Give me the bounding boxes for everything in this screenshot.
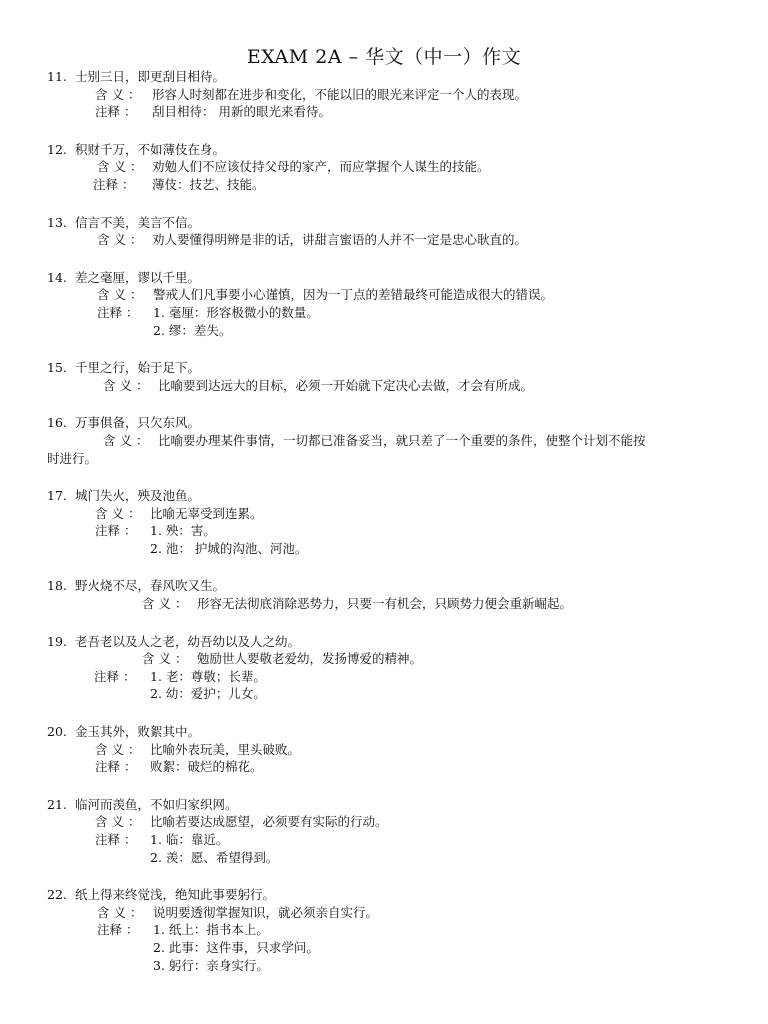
page-title: EXAM 2A – 华文（中一）作文 — [246, 46, 522, 68]
note-label: 注释 ： — [94, 668, 136, 684]
proverb-heading — [0, 269, 768, 287]
proverb-heading — [0, 214, 768, 232]
meaning-label: 含 义 ： — [103, 377, 149, 393]
meaning-text: 比喻无辜受到连累。 — [150, 505, 263, 521]
meaning-label: 含 义 ： — [142, 596, 188, 612]
proverb-heading — [0, 68, 768, 86]
meaning-line — [0, 432, 768, 467]
proverb-text: 差之毫厘，谬以千里。 — [75, 269, 201, 285]
proverb-heading — [0, 796, 768, 814]
meaning-line — [0, 286, 768, 304]
meaning-line — [0, 904, 768, 922]
meaning-label: 含 义 ： — [95, 505, 141, 521]
meaning-label: 含 义 ： — [97, 287, 143, 303]
proverb-entry — [0, 723, 768, 776]
note-label: 注释 ： — [95, 104, 137, 120]
proverb-heading — [0, 414, 768, 432]
note-line — [0, 176, 768, 194]
proverb-entry — [0, 359, 768, 394]
meaning-label: 含 义 ： — [95, 814, 141, 830]
entry-number: 17. — [47, 488, 67, 504]
proverb-text: 城门失火，殃及池鱼。 — [75, 488, 201, 504]
proverb-text: 金玉其外，败絮其中。 — [75, 724, 201, 740]
note-label: 注释 ： — [93, 176, 135, 192]
entry-number: 14. — [47, 269, 67, 285]
entry-number: 15. — [47, 360, 67, 376]
note-line — [0, 939, 768, 957]
proverb-text: 士别三日，即更刮目相待。 — [75, 69, 226, 84]
note-label: 注释 ： — [97, 922, 139, 938]
meaning-line — [0, 86, 768, 104]
meaning-label: 含 义 ： — [95, 741, 141, 757]
meaning-line — [0, 813, 768, 831]
entry-number: 11. — [47, 69, 67, 84]
note-line — [0, 522, 768, 540]
note-line — [0, 540, 768, 558]
note-text: 1. 毫厘：形容极微小的数量。 — [153, 304, 319, 320]
meaning-label: 含 义 ： — [97, 159, 143, 175]
proverb-list — [0, 68, 768, 994]
entry-number: 21. — [47, 796, 67, 812]
proverb-heading — [0, 359, 768, 377]
entry-number: 16. — [47, 415, 67, 431]
proverb-heading — [0, 577, 768, 595]
meaning-line — [0, 505, 768, 523]
proverb-heading — [0, 886, 768, 904]
meaning-label: 含 义 ： — [95, 86, 141, 102]
note-text: 刮目相待： 用新的眼光来看待。 — [152, 104, 331, 120]
meaning-text: 比喻若要达成愿望，必须要有实际的行动。 — [150, 814, 388, 830]
meaning-line — [0, 595, 768, 613]
proverb-text: 万事俱备，只欠东风。 — [75, 415, 201, 431]
proverb-entry — [0, 141, 768, 194]
proverb-entry — [0, 633, 768, 703]
meaning-line — [0, 650, 768, 668]
meaning-text: 2. 此事：这件事，只求学问。 — [153, 939, 319, 955]
note-text: 薄伎：技艺、技能。 — [152, 176, 265, 192]
entry-number: 19. — [47, 633, 67, 649]
meaning-text: 勉励世人要敬老爱幼，发扬博爱的精神。 — [197, 651, 423, 667]
meaning-text: 2. 池： 护城的沟池、河池。 — [150, 540, 308, 556]
note-line — [0, 304, 768, 322]
proverb-text: 千里之行，始于足下。 — [75, 360, 201, 376]
entry-number: 12. — [47, 141, 67, 157]
note-line — [0, 831, 768, 849]
note-line — [0, 849, 768, 867]
proverb-entry — [0, 577, 768, 612]
meaning-line — [0, 158, 768, 176]
note-label: 注释 ： — [95, 759, 137, 775]
note-text: 败絮：破烂的棉花。 — [150, 759, 263, 775]
note-label: 注释 ： — [95, 832, 137, 847]
meaning-text: 比喻要办理某件事情，一切都已准备妥当，就只差了一个重要的条件，使整个计划不能按 — [158, 432, 646, 448]
note-line — [0, 685, 768, 703]
note-label: 注释 ： — [95, 523, 137, 539]
meaning-line — [0, 741, 768, 759]
entry-number: 18. — [47, 578, 67, 594]
proverb-entry — [0, 796, 768, 866]
meaning-text: 比喻外表玩美，里头破败。 — [150, 741, 301, 757]
proverb-text: 老吾老以及人之老，幼吾幼以及人之幼。 — [75, 633, 301, 649]
meaning-line — [0, 377, 768, 395]
meaning-text: 形容人时刻都在进步和变化，不能以旧的眼光来评定一个人的表现。 — [152, 86, 528, 102]
note-line — [0, 322, 768, 340]
note-line — [0, 103, 768, 121]
proverb-entry — [0, 414, 768, 467]
note-text: 1. 殃：害。 — [150, 523, 216, 539]
note-line — [0, 921, 768, 939]
meaning-label: 含 义 ： — [103, 432, 149, 448]
meaning-text: 劝人要懂得明辨是非的话，讲甜言蜜语的人并不一定是忠心耿直的。 — [152, 232, 528, 248]
note-text: 1. 纸上：指书本上。 — [153, 922, 269, 938]
meaning-text: 2. 羡：愿、希望得到。 — [150, 849, 279, 865]
note-line — [0, 758, 768, 776]
entry-number: 22. — [47, 887, 67, 903]
meaning-text-continued: 时进行。 — [47, 450, 98, 466]
proverb-text: 纸上得来终觉浅，绝知此事要躬行。 — [75, 887, 276, 903]
proverb-text: 信言不美，美言不信。 — [75, 214, 201, 230]
proverb-entry — [0, 68, 768, 121]
proverb-heading — [0, 141, 768, 159]
meaning-text: 形容无法彻底消除恶势力，只要一有机会，只顾势力便会重新崛起。 — [197, 596, 573, 612]
proverb-text: 积财千万，不如薄伎在身。 — [75, 141, 226, 157]
meaning-text: 2. 缪：差失。 — [153, 322, 232, 338]
proverb-entry — [0, 269, 768, 339]
meaning-label: 含 义 ： — [97, 232, 143, 248]
proverb-heading — [0, 633, 768, 651]
meaning-text: 比喻要到达远大的目标，必须一开始就下定决心去做，才会有所成。 — [158, 377, 534, 393]
proverb-text: 野火烧不尽，春风吹又生。 — [75, 578, 226, 594]
meaning-text: 说明要透彻掌握知识，就必须亲自实行。 — [153, 904, 379, 920]
proverb-heading — [0, 487, 768, 505]
meaning-label: 含 义 ： — [97, 904, 143, 920]
entry-number: 13. — [47, 214, 67, 230]
proverb-heading — [0, 723, 768, 741]
proverb-entry — [0, 214, 768, 249]
meaning-text: 2. 幼：爱护；儿女。 — [150, 686, 266, 702]
meaning-text: 劝勉人们不应该仗持父母的家产，而应掌握个人谋生的技能。 — [152, 159, 490, 175]
entry-number: 20. — [47, 724, 67, 740]
note-label: 注释 ： — [97, 304, 139, 320]
note-text: 1. 临：靠近。 — [150, 832, 229, 847]
meaning-line — [0, 231, 768, 249]
note-line — [0, 957, 768, 975]
note-text: 1. 老：尊敬；长辈。 — [150, 668, 266, 684]
meaning-text: 警戒人们凡事要小心谨慎，因为一丁点的差错最终可能造成很大的错误。 — [153, 287, 554, 303]
meaning-text: 3. 躬行：亲身实行。 — [153, 957, 269, 973]
note-line — [0, 668, 768, 686]
meaning-label: 含 义 ： — [142, 651, 188, 667]
proverb-text: 临河而羡鱼，不如归家织网。 — [75, 796, 238, 812]
proverb-entry — [0, 886, 768, 974]
proverb-entry — [0, 487, 768, 557]
